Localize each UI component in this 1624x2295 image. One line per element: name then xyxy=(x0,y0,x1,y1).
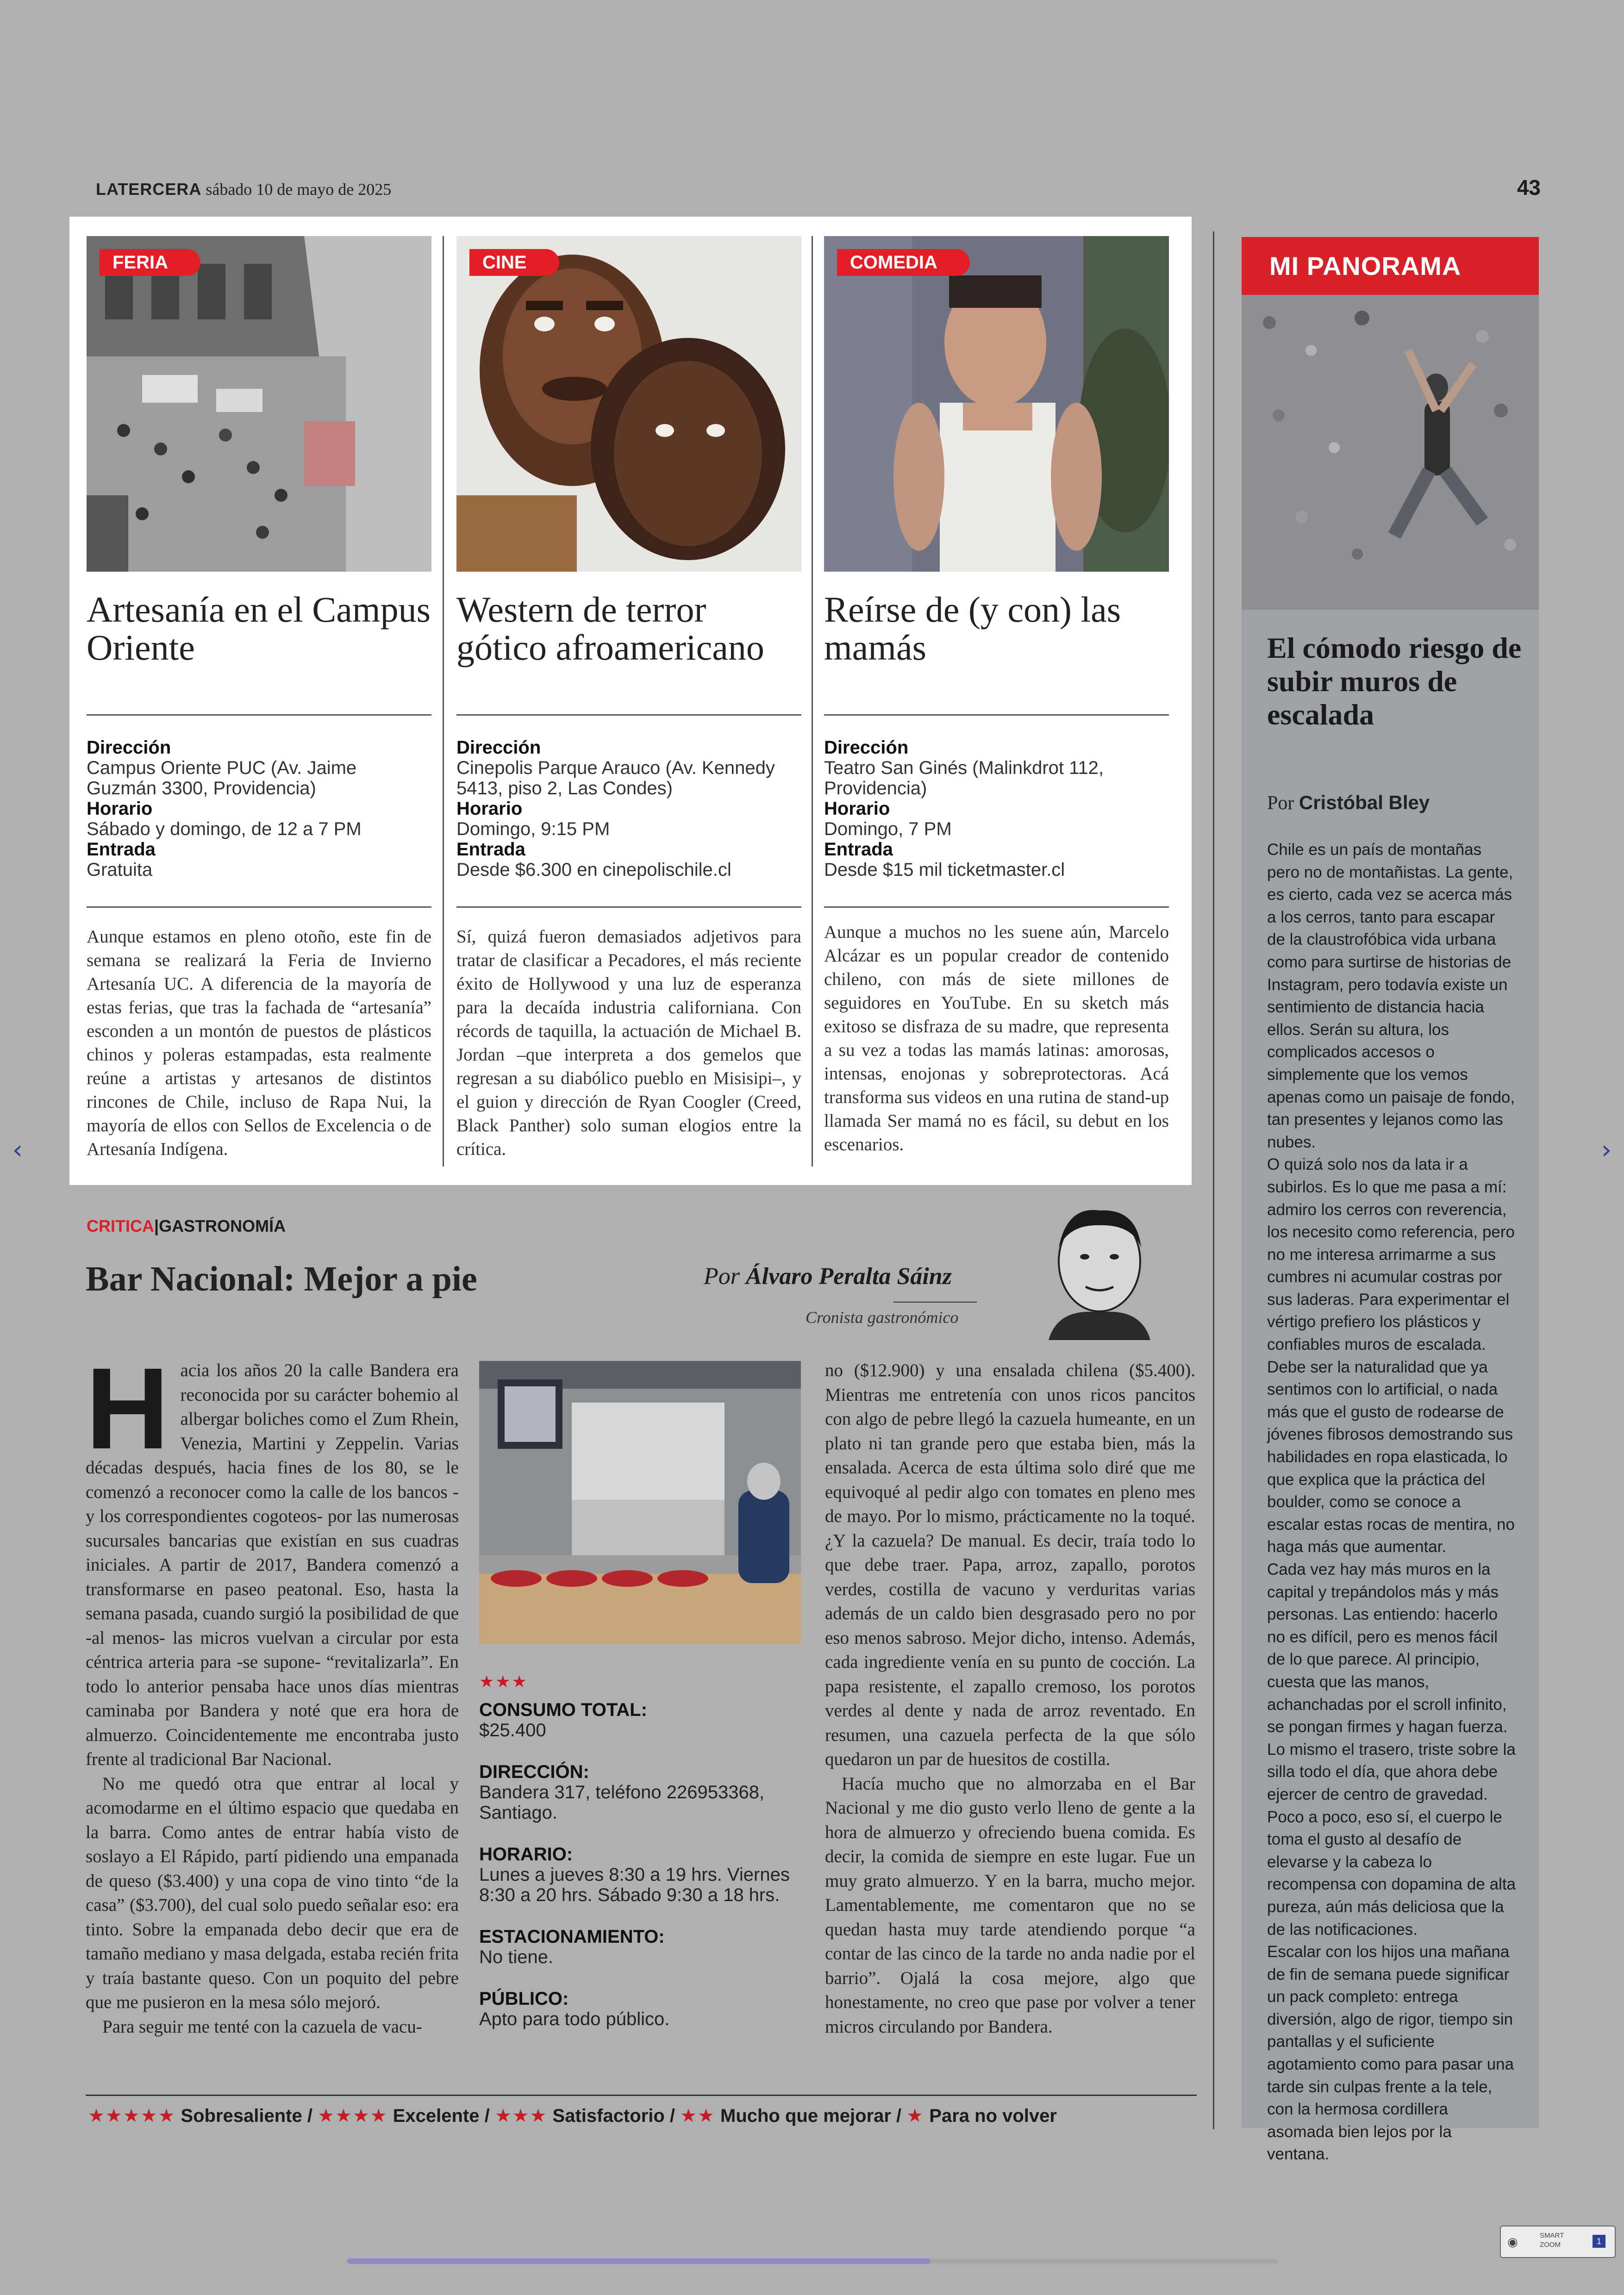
cine-direccion: Cinepolis Parque Arauco (Av. Kennedy 5413, piso 2, Las Condes) xyxy=(456,758,775,798)
horario-label: Horario xyxy=(456,798,523,819)
climbing-wall-photo xyxy=(1242,295,1539,610)
paragraph: Hacía mucho que no almorzaba en el Bar Nacional y me dio gusto verlo lleno de gente a la hora de almuerzo y ofreciendo buena comida. Es decir, la comida de siempre en este lugar. Fue un muy grato almuerzo. Y en la barra, mucho mejor. Lamentablemente, me comentaron que no se quedan hasta muy tarde atendiendo porque “a contar de las cinco de la tarde no anda nadie por el barrio”. Ojalá la cosa mejore, algo que honestamente, no creo que pase por volver a tener micros circulando por Bandera. xyxy=(825,1773,1195,2037)
section-critica: CRITICA xyxy=(87,1216,154,1235)
page-indicator: 1 xyxy=(1593,2235,1605,2248)
horario-value: Lunes a jueves 8:30 a 19 hrs. Viernes 8:30 a 20 hrs. Sábado 9:30 a 18 hrs. xyxy=(479,1865,790,1905)
cine-entrada: Desde $6.300 en cinepolischile.cl xyxy=(456,860,731,880)
author-role: Cronista gastronómico xyxy=(806,1308,959,1327)
horario-label: HORARIO: xyxy=(479,1844,573,1865)
column-divider xyxy=(1213,231,1214,2129)
paragraph: no ($12.900) y una ensalada chilena ($5.400). Mientras me entretenía con unos ricos pancitos con algo de pebre llegó la cazuela humeante, en un plato ni tan grande pero que estaba bien, más la ensalada. Acerca de esta última solo diré que me equivoqué al pedir algo con tomates en pleno mes de mayo. Por lo mismo, prácticamente no la toqué. ¿Y la cazuela? De manual. Es decir, traía todo lo que debe traer. Papa, arroz, zapallo, porotos verdes, costilla de vacuno y verduritas varias además de un caldo bien desgrasado pero no por eso menos sabroso. Mejor dicho, intenso. Además, cada ingrediente venía en su punto de cocción. La papa resistente, el zapallo cremoso, los porotos verdes al dente y nada de arroz reventado. En resumen, una cazuela perfecta de la que sólo quedaron un par de huesitos de costilla. xyxy=(825,1360,1195,1769)
feria-entrada: Gratuita xyxy=(87,860,153,880)
column-divider xyxy=(812,236,813,1166)
legend-label: Para no volver xyxy=(929,2106,1057,2126)
estacionamiento-label: ESTACIONAMIENTO: xyxy=(479,1927,665,1947)
bar-nacional-photo xyxy=(479,1361,801,1644)
paragraph: Cada vez hay más muros en la capital y trepándolos más y más personas. Las entiendo: hacerlo no es difícil, pero es menos fácil de lo que parece. Al principio, cuesta que las manos, achanchadas por el scroll infinito, se pongan firmes y hagan fuerza. Lo mismo el trasero, triste sobre la silla todo el día, que ahora debe ejercer de centro de gravedad. Poco a poco, eso sí, el cuerpo le toma el gusto al desafío de elevarse y la cabeza lo recompensa con dopamina de alta pureza, aún más deliciosa que la de las notificaciones. xyxy=(1267,1560,1516,1939)
rating-legend xyxy=(88,2105,1057,2127)
cine-info xyxy=(456,737,801,880)
comedia-title: Reírse de (y con) las mamás xyxy=(824,589,1121,667)
cine-photo xyxy=(456,236,801,572)
paragraph: Chile es un país de montañas pero no de montañistas. La gente, es cierto, cada vez se acerca más a los cerros, tanto para escapar de la claustrofóbica vida urbana como para surtirse de historias de Instagram, pero todavía existe un sentimiento de distancia hacia ellos. Serán su altura, los complicados accesos o simplemente que los vemos apenas como un paisaje de fondo, tan presentes y lejanos como las nubes. xyxy=(1267,841,1515,1151)
review-column-3 xyxy=(825,1359,1195,2039)
paragraph xyxy=(86,1344,459,1772)
comedia-horario: Domingo, 7 PM xyxy=(824,819,952,839)
legend-stars: ★★★ xyxy=(494,2106,548,2126)
mi-panorama-column xyxy=(1242,237,1539,2164)
cine-title: Western de terror gótico afroamericano xyxy=(456,589,764,667)
byline-prefix: Por xyxy=(704,1263,740,1290)
cine-body: Sí, quizá fueron demasiados adjetivos para tratar de clasificar a Pecadores, el más reciente éxito de Hollywood y una luz de esperanza para la decaída industria californiana. Con récords de taquilla, la actuación de Michael B. Jordan –que interpreta a dos gemelos que regresan a su diabólico pueblo en Misisipi–, y el guion y dirección de Ryan Coogler (Creed, Black Panther) solo suman elogios entre la crítica. xyxy=(456,927,801,1159)
divider xyxy=(456,906,801,908)
mi-panorama-body xyxy=(1267,839,1517,2166)
comedia-body: Aunque a muchos no les suene aún, Marcelo Alcázar es un popular creador de contenido chileno, con más de siete millones de seguidores en YouTube. En su sketch más exitoso se disfraza de su madre, que representa a su vez a todas las mamás latinas: amorosas, intensas, enojonas y sobreprotectoras. Acá transforma sus videos en una rutina de stand-up llamada Ser mamá no es fácil, su debut en los escenarios. xyxy=(824,922,1169,1154)
mi-panorama-title: El cómodo riesgo de subir muros de escalada xyxy=(1267,631,1522,731)
page-header xyxy=(96,180,391,199)
divider xyxy=(86,2095,1197,2096)
eye-icon: ◉ xyxy=(1507,2235,1518,2249)
horario-label: Horario xyxy=(824,798,890,819)
direccion-label: DIRECCIÓN: xyxy=(479,1762,589,1782)
section-separator: | xyxy=(154,1216,159,1235)
entrada-label: Entrada xyxy=(87,839,156,860)
comedia-entrada: Desde $15 mil ticketmaster.cl xyxy=(824,860,1065,880)
mi-panorama-heading: MI PANORAMA xyxy=(1242,237,1539,295)
review-byline xyxy=(704,1263,952,1290)
author-portrait xyxy=(1030,1197,1169,1340)
review-column-1 xyxy=(86,1344,459,2039)
feria-horario: Sábado y domingo, de 12 a 7 PM xyxy=(87,819,362,839)
comedia-photo xyxy=(824,236,1169,572)
direccion-label: Dirección xyxy=(824,737,909,758)
publico-value: Apto para todo público. xyxy=(479,2009,670,2029)
feria-direccion: Campus Oriente PUC (Av. Jaime Guzmán 3300, Providencia) xyxy=(87,758,357,798)
direccion-label: Dirección xyxy=(456,737,541,758)
feria-body: Aunque estamos en pleno otoño, este fin de semana se realizará la Feria de Invierno Artesanía UC. A diferencia de la mayoría de estas ferias, que tras la fachada de “artesanía” esconden a un montón de puestos de plásticos chinos y poleras estampadas, esta realmente reúne a artistas y artesanos de distintos rincones de Chile, incluso de Rapa Nui, la mayoría de ellos con Sellos de Excelencia o de Artesanía Indígena. xyxy=(87,927,431,1159)
section-label xyxy=(87,1216,286,1236)
feria-tag: FERIA xyxy=(100,249,200,276)
events-panel xyxy=(69,217,1192,1185)
drop-cap: H xyxy=(86,1344,169,1473)
legend-label: Excelente / xyxy=(393,2106,490,2126)
feria-info xyxy=(87,737,431,880)
paragraph: Debe ser la naturalidad que ya sentimos con lo artificial, o nada más que el gusto de rodearse de jóvenes fibrosos demostrando sus habilidades en ropa elasticada, lo que explica que la práctica del boulder, como se conoce a escalar estas rocas de mentira, no haga más que aumentar. xyxy=(1267,1358,1515,1556)
entrada-label: Entrada xyxy=(456,839,525,860)
entrada-label: Entrada xyxy=(824,839,893,860)
section-gastronomia: GASTRONOMÍA xyxy=(159,1216,286,1235)
legend-label: Satisfactorio / xyxy=(552,2106,675,2126)
divider xyxy=(456,714,801,716)
author-name: Cristóbal Bley xyxy=(1299,792,1430,813)
review-info-box xyxy=(479,1700,812,2029)
mi-panorama-byline xyxy=(1267,792,1430,814)
consumo-value: $25.400 xyxy=(479,1720,546,1740)
scrollbar-thumb[interactable] xyxy=(347,2258,931,2264)
event-card-feria xyxy=(87,217,431,1185)
previous-page-icon[interactable]: ‹ xyxy=(12,1135,23,1165)
paragraph: No me quedó otra que entrar al local y acomodarme en el último espacio que quedaba en la barra. Como antes de entrar había visto de soslayo a El Rápido, partí pidiendo una empanada de queso ($3.400) y una copa de vino tinto “de la casa” ($3.700), del cual solo puedo señalar eso: era tinto. Sobre la empanada debo decir que era de tamaño mediano y masa delgada, estaba recién frita y traía bastante queso. Con un poquito del pebre que me pusieron en la mesa sólo mejoró. xyxy=(86,1773,459,2012)
legend-stars: ★★ xyxy=(680,2106,715,2126)
byline-prefix: Por xyxy=(1267,792,1294,814)
paragraph: Para seguir me tenté con la cazuela de vacu- xyxy=(102,2016,422,2037)
column-divider xyxy=(443,236,444,1166)
comedia-direccion: Teatro San Ginés (Malinkdrot 112, Providencia) xyxy=(824,758,1104,798)
legend-stars: ★★★★★ xyxy=(88,2106,176,2126)
legend-stars: ★★★★ xyxy=(318,2106,388,2126)
smart-zoom-label: SMART ZOOM xyxy=(1540,2232,1564,2249)
event-card-comedia xyxy=(824,217,1169,1185)
direccion-value: Bandera 317, teléfono 226953368, Santiago. xyxy=(479,1782,765,1823)
paragraph: Escalar con los hijos una mañana de fin de semana puede significar un pack completo: entrega diversión, algo de rigor, tiempo sin pantallas y el suficiente agotamiento como para pasar una tarde sin culpas frente a la tele, con la hermosa cordillera asomada bien lejos por la ventana. xyxy=(1267,1943,1514,2164)
review-title: Bar Nacional: Mejor a pie xyxy=(86,1260,477,1298)
smart-zoom-button[interactable] xyxy=(1500,2226,1616,2258)
divider xyxy=(824,906,1169,908)
cine-horario: Domingo, 9:15 PM xyxy=(456,819,610,839)
direccion-label: Dirección xyxy=(87,737,171,758)
divider xyxy=(87,906,431,908)
issue-date: sábado 10 de mayo de 2025 xyxy=(206,180,392,199)
feria-photo xyxy=(87,236,431,572)
legend-label: Sobresaliente / xyxy=(181,2106,312,2126)
divider xyxy=(87,714,431,716)
horario-label: Horario xyxy=(87,798,153,819)
legend-label: Mucho que mejorar / xyxy=(720,2106,902,2126)
divider xyxy=(893,1302,977,1303)
comedia-info xyxy=(824,737,1169,880)
brand-name: LATERCERA xyxy=(96,180,202,199)
page-number: 43 xyxy=(1517,175,1541,200)
cine-tag: CINE xyxy=(469,249,559,276)
event-card-cine xyxy=(456,217,801,1185)
comedia-tag: COMEDIA xyxy=(837,249,970,276)
feria-title: Artesanía en el Campus Oriente xyxy=(87,589,431,667)
legend-stars: ★ xyxy=(906,2106,924,2126)
publico-label: PÚBLICO: xyxy=(479,1989,569,2009)
estacionamiento-value: No tiene. xyxy=(479,1947,554,1967)
author-name: Álvaro Peralta Sáinz xyxy=(746,1263,952,1290)
paragraph-text: acia los años 20 la calle Bandera era reconocida por su carácter bohemio al albergar boliches como el Zum Rhein, Venezia, Martini y Zeppelin. Varias décadas después, hacia fines de los 80, se le comenzó a reconocer como la calle de los bancos -y los correspondientes cogoteos- por las numerosas sucursales bancarias que existían en sus cuadras iniciales. A partir de 2017, Bandera comenzó a transformarse en paseo peatonal. Eso, hasta la semana pasada, cuando surgió la posibilidad de que -al menos- las micros vuelvan a circular por esta céntrica arteria para -se supone- “revitalizarla”. En todo lo anterior pensaba hace unos días mientras caminaba por Bandera y noté que era hora de almuerzo. Coincidentemente me encontraba justo frente al tradicional Bar Nacional. xyxy=(86,1360,459,1769)
paragraph: O quizá solo nos da lata ir a subirlos. Es lo que me pasa a mí: admiro los cerros con reverencia, los necesito como referencia, pero no me interesa arrimarme a sus cumbres ni acumular costras por sus laderas. Para experimentar el vértigo prefiero los plásticos y confiables muros de escalada. xyxy=(1267,1155,1515,1354)
next-page-icon[interactable]: › xyxy=(1601,1135,1612,1165)
divider xyxy=(824,714,1169,716)
rating-stars: ★★★ xyxy=(479,1672,528,1691)
consumo-label: CONSUMO TOTAL: xyxy=(479,1700,647,1720)
